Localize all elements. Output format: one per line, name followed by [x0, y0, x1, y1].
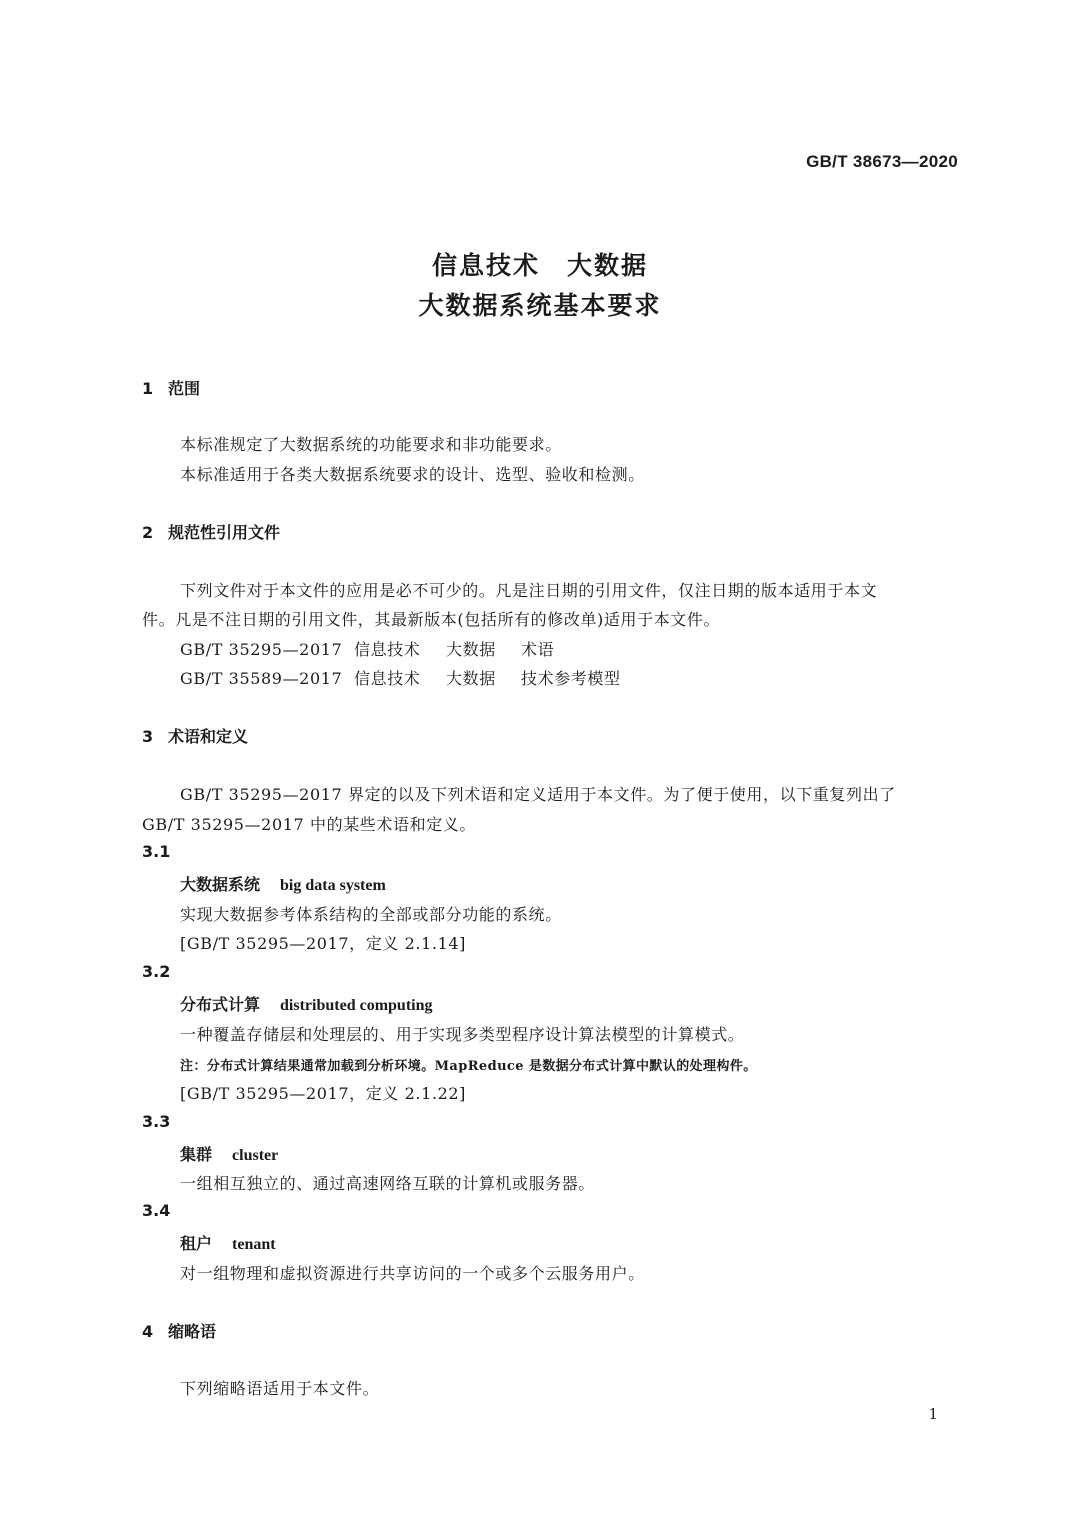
normative-reference — [180, 666, 621, 689]
term-source: [GB/T 35295—2017，定义 2.1.14] — [180, 934, 466, 953]
section-2-paragraph-line-1: 下列文件对于本文件的应用是必不可少的。凡是注日期的引用文件，仅注日期的版本适用于本文 — [180, 581, 878, 600]
section-title: 缩略语 — [168, 1322, 217, 1341]
term-definition: 一种覆盖存储层和处理层的、用于实现多类型程序设计算法模型的计算模式。 — [180, 1025, 745, 1044]
term-number: 3.2 — [142, 962, 171, 981]
section-4-paragraph: 下列缩略语适用于本文件。 — [180, 1379, 380, 1398]
term-heading — [180, 1142, 278, 1165]
document-title-line1: 信息技术 大数据 — [431, 251, 648, 280]
section-2-heading — [142, 520, 280, 543]
term-chinese: 大数据系统 — [180, 875, 261, 894]
term-definition: 对一组物理和虚拟资源进行共享访问的一个或多个云服务用户。 — [180, 1264, 645, 1283]
term-number: 3.4 — [142, 1201, 171, 1220]
reference-title-part: 术语 — [521, 640, 555, 659]
term-definition: 实现大数据参考体系结构的全部或部分功能的系统。 — [180, 905, 562, 924]
section-title: 范围 — [168, 379, 201, 398]
term-english: distributed computing — [280, 997, 433, 1014]
term-number: 3.1 — [142, 842, 171, 861]
section-1-paragraph-1: 本标准规定了大数据系统的功能要求和非功能要求。 — [180, 435, 562, 454]
term-definition: 一组相互独立的、通过高速网络互联的计算机或服务器。 — [180, 1174, 596, 1193]
reference-title-part: 信息技术 — [354, 640, 421, 659]
term-english: tenant — [232, 1236, 276, 1253]
term-chinese: 租户 — [180, 1234, 213, 1253]
term-chinese: 分布式计算 — [180, 995, 261, 1014]
term-number: 3.3 — [142, 1112, 171, 1131]
reference-code: GB/T 35295—2017 — [180, 640, 343, 659]
section-4-heading — [142, 1319, 216, 1342]
section-3-intro-line-2: GB/T 35295—2017 中的某些术语和定义。 — [142, 815, 476, 834]
term-heading — [180, 1231, 276, 1254]
section-number: 4 — [142, 1322, 154, 1341]
document-title-line2: 大数据系统基本要求 — [418, 291, 662, 320]
term-heading — [180, 872, 386, 895]
section-title: 规范性引用文件 — [168, 523, 281, 542]
section-3-intro-line-1: GB/T 35295—2017 界定的以及下列术语和定义适用于本文件。为了便于使用，以下重复列出了 — [180, 785, 896, 804]
term-english: cluster — [232, 1147, 279, 1164]
normative-reference — [180, 637, 554, 660]
term-note: 注：分布式计算结果通常加载到分析环境。MapReduce 是数据分布式计算中默认的处理构件。 — [180, 1059, 757, 1074]
reference-title-part: 大数据 — [446, 669, 496, 688]
section-number: 2 — [142, 523, 154, 542]
section-1-heading — [142, 376, 200, 399]
section-1-paragraph-2: 本标准适用于各类大数据系统要求的设计、选型、验收和检测。 — [180, 465, 645, 484]
section-3-heading — [142, 724, 248, 747]
section-2-paragraph-line-2: 件。凡是不注日期的引用文件，其最新版本(包括所有的修改单)适用于本文件。 — [142, 610, 721, 629]
standard-code: GB/T 38673—2020 — [806, 152, 958, 171]
term-source: [GB/T 35295—2017，定义 2.1.22] — [180, 1084, 466, 1103]
term-english: big data system — [280, 877, 386, 894]
section-number: 1 — [142, 379, 154, 398]
reference-title-part: 大数据 — [446, 640, 496, 659]
reference-title-part: 技术参考模型 — [521, 669, 621, 688]
section-number: 3 — [142, 727, 154, 746]
reference-title-part: 信息技术 — [354, 669, 421, 688]
page-number: 1 — [928, 1405, 938, 1423]
reference-code: GB/T 35589—2017 — [180, 669, 343, 688]
term-heading — [180, 992, 432, 1015]
term-chinese: 集群 — [180, 1145, 213, 1164]
section-title: 术语和定义 — [168, 727, 249, 746]
